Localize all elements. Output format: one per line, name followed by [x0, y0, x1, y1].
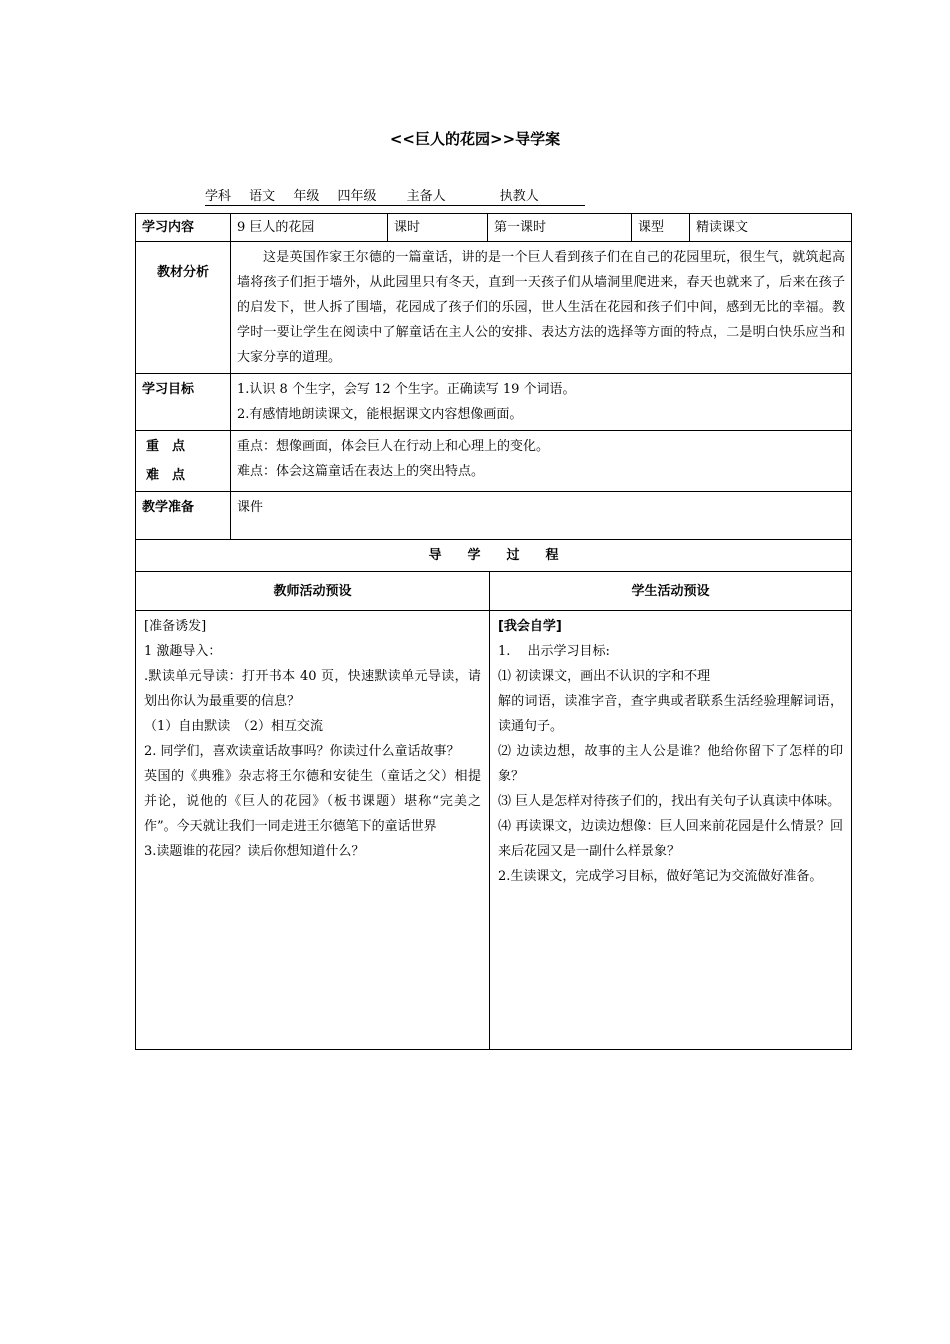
student-line: ⑴ 初读课文，画出不认识的字和不理 [497, 668, 711, 684]
period-value: 第一课时 [488, 214, 632, 242]
lesson-plan-table [135, 213, 852, 1050]
student-line: ⑶ 巨人是怎样对待孩子们的，找出有关句子认真读中体味。 [497, 793, 841, 809]
teacher-line: 1 激趣导入： [144, 643, 222, 659]
student-activities [489, 610, 851, 1049]
student-column-header: 学生活动预设 [489, 572, 851, 610]
content-value: 9 巨人的花园 [231, 214, 388, 242]
document-title: <<巨人的花园>>导学案 [389, 130, 561, 148]
teacher-line: 3.读题谁的花园？读后你想知道什么？ [144, 843, 365, 859]
student-line: [我会自学] [497, 618, 562, 634]
goals-label: 学习目标 [136, 374, 231, 431]
teacher-line: 英国的《典雅》杂志将王尔德和安徒生（童话之父）相提并论，说他的《巨人的花园》（板书课题）堪称“完美之作”。今天就让我们一同走进王尔德笔下的童话世界 [144, 768, 481, 834]
preparer-label: 主备人 [406, 189, 446, 204]
process-table [136, 572, 851, 1049]
teacher-line: 2. 同学们，喜欢读童话故事吗？你读过什么童话故事？ [144, 743, 460, 759]
teacher-line: [准备诱发] [144, 618, 207, 634]
grade-value: 四年级 [337, 189, 377, 204]
keypoints-label [136, 431, 231, 492]
subject-label: 学科 [205, 189, 232, 204]
key-point: 重点：想像画面，体会巨人在行动上和心理上的变化。 [237, 439, 550, 454]
process-header: 导 学 过 程 [136, 540, 852, 572]
teacher-line: .默读单元导读：打开书本 40 页，快速默读单元导读，请划出你认为最重要的信息？ [144, 668, 481, 709]
subject-value: 语文 [249, 189, 276, 204]
document-meta-line [205, 188, 585, 206]
student-line: ⑷ 再读课文，边读边想像：巨人回来前花园是什么情景？回来后花园又是一副什么样景象？ [497, 818, 843, 859]
teacher-activities [136, 610, 489, 1049]
analysis-label: 教材分析 [136, 242, 231, 374]
key-label: 重 点 [146, 439, 186, 454]
preparation-label: 教学准备 [136, 492, 231, 540]
keypoints-content [231, 431, 852, 492]
difficult-label: 难 点 [146, 468, 186, 483]
type-label: 课型 [632, 214, 690, 242]
teacher-line: （1）自由默读 （2）相互交流 [144, 718, 324, 734]
goal-item: 2.有感情地朗读课文，能根据课文内容想像画面。 [237, 407, 523, 422]
goal-item: 1.认识 8 个生字，会写 12 个生字。正确读写 19 个词语。 [237, 382, 576, 397]
student-line: 解的词语，读准字音，查字典或者联系生活经验理解词语，读通句子。 [497, 693, 843, 734]
goals-list [231, 374, 852, 431]
type-value: 精读课文 [690, 214, 852, 242]
student-line: ⑵ 边读边想，故事的主人公是谁？他给你留下了怎样的印象？ [497, 743, 843, 784]
student-line: 2.生读课文，完成学习目标，做好笔记为交流做好准备。 [497, 868, 823, 884]
teacher-label: 执教人 [499, 189, 539, 204]
period-label: 课时 [388, 214, 488, 242]
content-label: 学习内容 [136, 214, 231, 242]
analysis-text: 这是英国作家王尔德的一篇童话，讲的是一个巨人看到孩子们在自己的花园里玩，很生气，就筑起高墙将孩子们拒于墙外，从此园里只有冬天，直到一天孩子们从墙洞里爬进来，春天也就来了，后来在孩子的启发下，世人拆了围墙，花园成了孩子们的乐园，世人生活在花园和孩子们中间，感到无比的幸福。教学时一要让学生在阅读中了解童话在主人公的安排、表达方法的选择等方面的特点，二是明白快乐应当和大家分享的道理。 [231, 242, 852, 374]
student-line: 1. 出示学习目标: [497, 643, 610, 659]
teacher-column-header: 教师活动预设 [136, 572, 489, 610]
process-body [136, 572, 852, 1050]
preparation-value: 课件 [231, 492, 852, 540]
grade-label: 年级 [293, 189, 320, 204]
difficult-point: 难点：体会这篇童话在表达上的突出特点。 [237, 464, 485, 479]
